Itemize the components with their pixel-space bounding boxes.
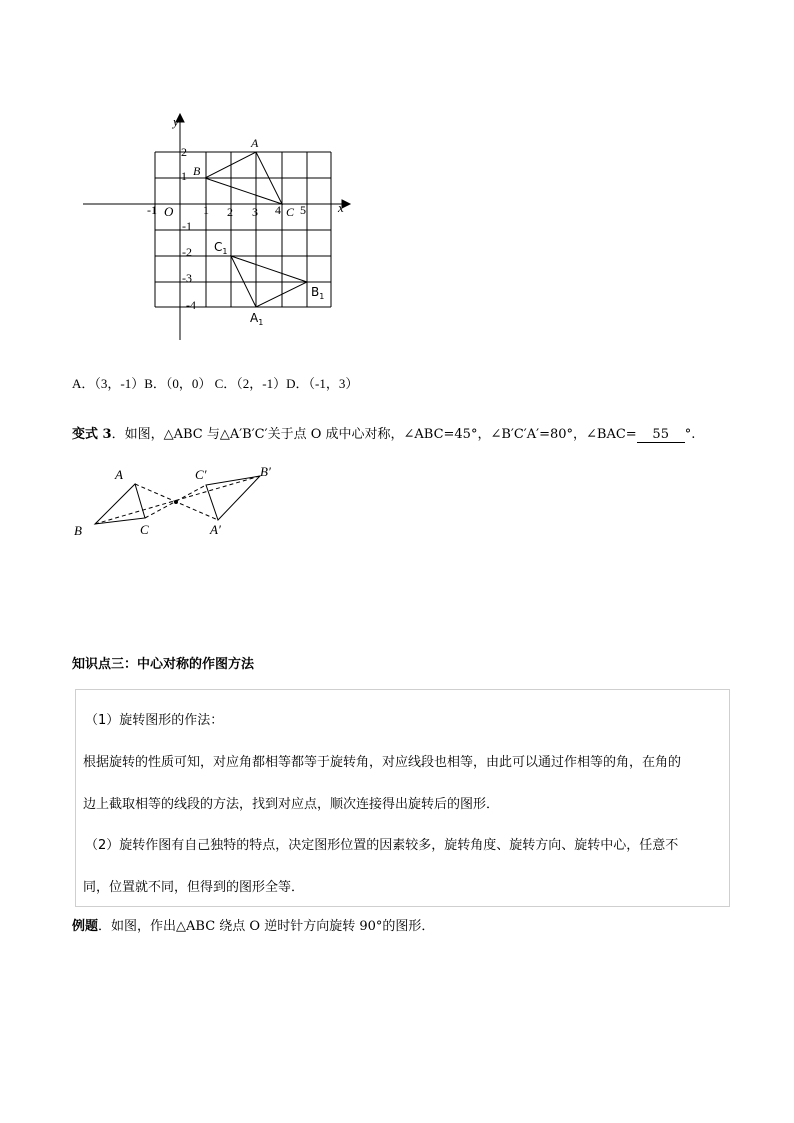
example-question [72, 915, 434, 934]
y-tick-label: -2 [182, 245, 192, 259]
point-label-b: B [193, 164, 201, 178]
example-text: ．如图，作出△ABC 绕点 O 逆时针方向旋转 90°的图形． [98, 919, 435, 934]
section-title: 知识点三：中心对称的作图方法 [72, 657, 255, 672]
label-a-prime: A′ [210, 522, 221, 537]
y-tick-label: -3 [182, 271, 192, 285]
point-label-c1: $C_1$ [214, 240, 228, 256]
x-axis-label: x [338, 200, 344, 215]
central-symmetry-figure [68, 462, 288, 544]
y-tick-label: -4 [186, 298, 196, 312]
coordinate-grid-figure [80, 112, 360, 344]
answer-options: A．（3，-1）B．（0，0） C．（2，-1）D．（-1，3） [72, 376, 359, 391]
label-b: B [74, 523, 82, 538]
axes [83, 114, 350, 340]
point-label-c: C [286, 205, 295, 219]
label-a: A [115, 467, 123, 482]
box-line-1: （1）旋转图形的作法： [85, 713, 224, 728]
point-label-a1: $A_1$ [250, 311, 264, 327]
y-tick-label: -1 [182, 219, 192, 233]
label-c-prime: C′ [195, 467, 207, 482]
box-line-5: 同，位置就不同，但得到的图形全等． [83, 880, 305, 895]
x-tick-label: 5 [300, 203, 306, 217]
x-tick-label: 3 [252, 205, 258, 219]
label-b-prime: B′ [260, 464, 271, 479]
example-label: 例题 [72, 919, 99, 934]
x-tick-label: 2 [227, 205, 233, 219]
answer-blank: 55 [637, 427, 685, 443]
point-label-b1: $B_1$ [311, 285, 325, 301]
center-point-o [174, 500, 178, 504]
box-line-4: （2）旋转作图有自己独特的特点，决定图形位置的因素较多，旋转角度、旋转方向、旋转中心，任意不 [85, 838, 679, 853]
box-line-3: 边上截取相等的线段的方法，找到对应点，顺次连接得出旋转后的图形． [83, 797, 500, 812]
variant-3-label: 变式 3 [72, 427, 112, 442]
variant-3-text-end: °. [684, 427, 696, 442]
x-tick-label: -1 [147, 203, 157, 217]
x-tick-label: 4 [275, 203, 281, 217]
x-tick-label: 1 [203, 203, 209, 217]
label-c: C [140, 522, 149, 537]
box-line-2: 根据旋转的性质可知，对应角都相等都等于旋转角，对应线段也相等，由此可以通过作相等的角，在角的 [83, 755, 682, 770]
variant-3-question [72, 423, 695, 443]
triangle-a2b2c2 [206, 476, 260, 520]
origin-label: O [164, 204, 174, 219]
point-label-a: A [251, 136, 259, 150]
triangle-abc [95, 484, 145, 524]
variant-3-text: ．如图，△ABC 与△A′B′C′关于点 O 成中心对称，∠ABC=45°，∠B′C′A′=80°，∠BAC= [111, 427, 637, 442]
method-box [75, 689, 730, 907]
y-tick-label: 1 [181, 169, 187, 183]
y-tick-label: 2 [181, 145, 187, 159]
y-axis-label: y [173, 114, 179, 129]
